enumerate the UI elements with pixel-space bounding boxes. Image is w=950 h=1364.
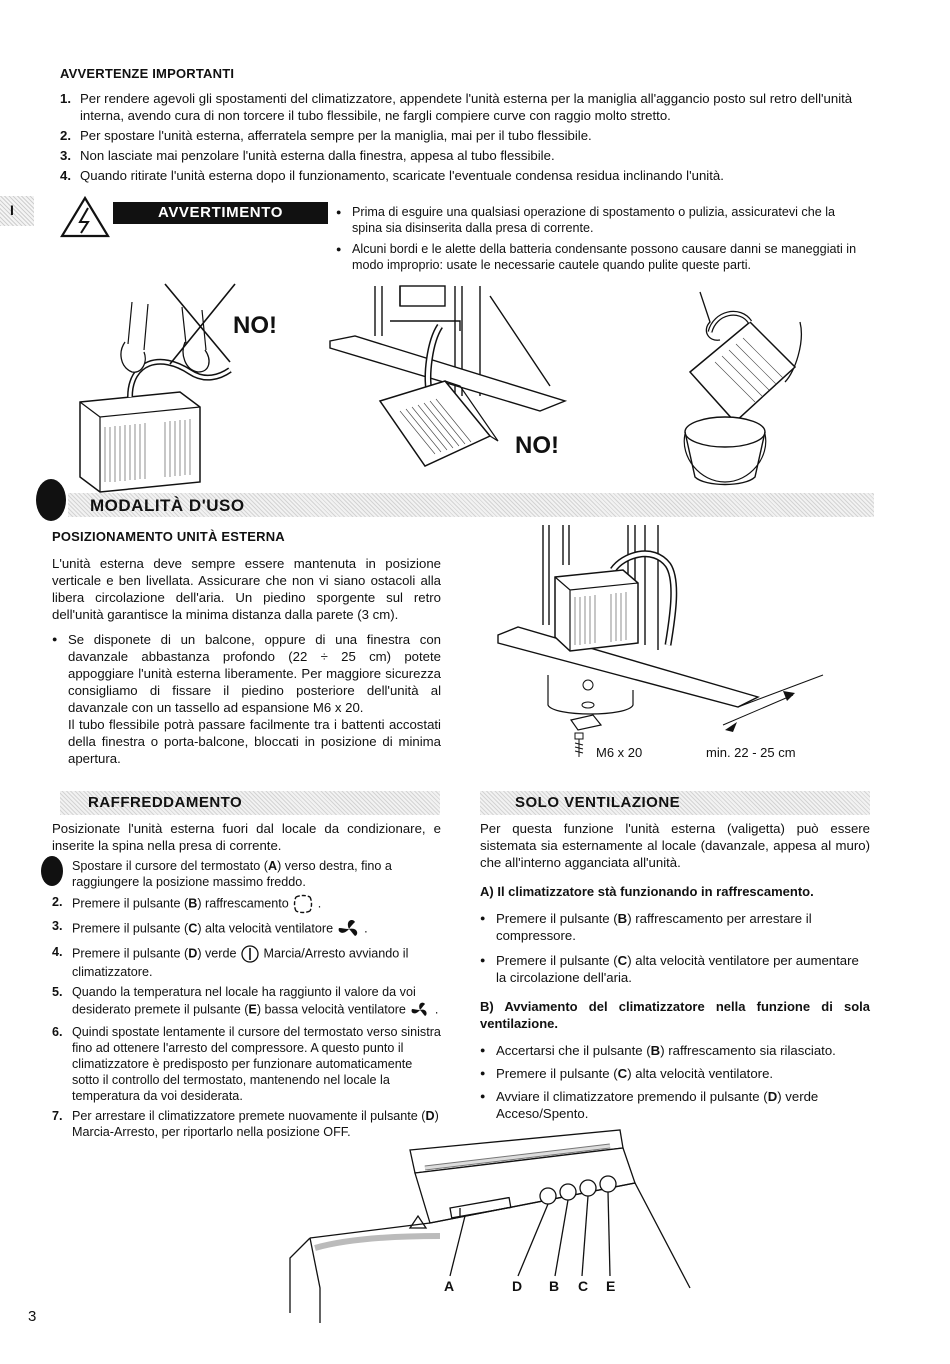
panel-label-e: E bbox=[606, 1278, 616, 1294]
avvertimento-label: AVVERTIMENTO bbox=[113, 202, 328, 224]
illustration-lifting-by-hose bbox=[70, 282, 240, 497]
list-item: 5. Quando la temperatura nel locale ha raggiunto il valore da voi desiderato premete il pulsante (E) bassa velocità ventilatore . bbox=[52, 984, 441, 1020]
ventilazione-title: SOLO VENTILAZIONE bbox=[515, 794, 681, 811]
list-item: ● Premere il pulsante (C) alta velocità ventilatore per aumentare la circolazione dell'aria. bbox=[480, 952, 868, 986]
list-item: ● Premere il pulsante (B) raffrescamento per arrestare il compressore. bbox=[480, 910, 868, 944]
posizionamento-subtitle: POSIZIONAMENTO UNITÀ ESTERNA bbox=[52, 529, 285, 544]
list-item: 4. Quando ritirate l'unità esterna dopo il funzionamento, scaricate l'eventuale condensa residua inclinando l'unità. bbox=[60, 168, 724, 183]
raffreddamento-steps bbox=[52, 858, 441, 1140]
language-tab: I bbox=[0, 196, 34, 226]
electric-warning-icon bbox=[60, 196, 110, 238]
list-item: ● Se disponete di un balcone, oppure di una finestra con davanzale abbastanza profondo (22 ÷ 25 cm) potete appoggiare l'unità esterna liberamente. Per maggiore sicurezza consigliamo di fissare il piedino posteriore dell'unità al davanzale con un tassello ad espansione M6 x 20. Il tubo flessibile potrà passare facilmente tra i battenti accostati della finestra o porta-balcone, bloccati in posizione di minima apertura. bbox=[52, 631, 441, 767]
ventilazione-sub-a: A) Il climatizzatore stà funzionando in raffrescamento. bbox=[480, 884, 814, 899]
no-label-2: NO! bbox=[515, 432, 559, 459]
list-item: ● Alcuni bordi e le alette della batteria condensante possono causare danni se maneggiati in modo improprio: usate le necessarie cautele quando pulite queste parti. bbox=[336, 241, 866, 273]
list-item: Spostare il cursore del termostato (A) verso destra, fino a raggiungere la posizione massimo freddo. bbox=[72, 859, 392, 889]
fan-high-icon bbox=[337, 918, 361, 940]
list-item: 7. Per arrestare il climatizzatore premete nuovamente il pulsante (D) Marcia-Arresto, per riportarlo nella posizione OFF. bbox=[52, 1109, 439, 1139]
panel-label-a: A bbox=[444, 1278, 455, 1294]
illustration-control-panel bbox=[290, 1128, 695, 1328]
list-item: ● Premere il pulsante (C) alta velocità ventilatore. bbox=[480, 1065, 868, 1082]
warnings-title: AVVERTENZE IMPORTANTI bbox=[60, 66, 235, 81]
warnings-list bbox=[60, 90, 860, 184]
fan-low-icon bbox=[409, 1000, 431, 1020]
illustration-unit-on-sill bbox=[493, 525, 833, 765]
section-dot bbox=[35, 478, 67, 522]
list-item: 3. Premere il pulsante (C) alta velocità ventilatore . bbox=[52, 918, 441, 940]
figure-label-m6: M6 x 20 bbox=[596, 745, 643, 760]
list-item: 3. Non lasciate mai penzolare l'unità esterna dalla finestra, appesa al tubo flessibile. bbox=[60, 148, 555, 163]
raffreddamento-intro: Posizionate l'unità esterna fuori dal locale da condizionare, e inserite la spina nella presa di corrente. bbox=[52, 821, 441, 853]
no-label-1: NO! bbox=[233, 312, 277, 339]
panel-label-c: C bbox=[578, 1278, 589, 1294]
list-item: ● Accertarsi che il pulsante (B) raffrescamento sia rilasciato. bbox=[480, 1042, 868, 1059]
raffreddamento-title: RAFFREDDAMENTO bbox=[88, 794, 243, 811]
list-item: 6. Quindi spostate lentamente il cursore del termostato verso sinistra fino ad ottenere l'arresto del compressore. A questo punto il climatizzatore è predisposto per funzionare automaticamente sotto il controllo del termostato, mantenendo nel locale la temperatura da voi desiderata. bbox=[52, 1025, 441, 1103]
posizionamento-paragraph: L'unità esterna deve sempre essere mantenuta in posizione verticale e ben livellata. Assicurare che non vi siano ostacoli alla libera circolazione dell'aria. Un piedino sporgente sul retro dell'unità garantisce la minima distanza dalla parete (3 cm). bbox=[52, 556, 441, 622]
modalita-title: MODALITÀ D'USO bbox=[90, 496, 245, 515]
panel-label-d: D bbox=[512, 1278, 523, 1294]
snowflake-icon bbox=[292, 894, 314, 914]
power-icon bbox=[240, 944, 260, 964]
panel-label-b: B bbox=[549, 1278, 560, 1294]
avvertimento-bullets bbox=[336, 204, 866, 278]
list-item: 1. Per rendere agevoli gli spostamenti del climatizzatore, appendete l'unità esterna per la maniglia all'aggancio posto sul retro dell'unità interna, avendo cura di non torcere il tubo flessibile, ne fargli compiere curve con raggio molto stretto. bbox=[60, 91, 853, 123]
posizionamento-bullets bbox=[52, 631, 441, 767]
page-number: 3 bbox=[28, 1308, 37, 1325]
list-item: 4. Premere il pulsante (D) verde Marcia/Arresto avviando il climatizzatore. bbox=[52, 945, 409, 979]
ventilazione-intro: Per questa funzione l'unità esterna (valigetta) può essere sistemata sia esternamente al locale (davanzale, appesa al muro) che all'interno agganciata all'unità. bbox=[480, 821, 870, 870]
list-item: ● Prima di esguire una qualsiasi operazione di spostamento o pulizia, assicuratevi che la spina sia disinserita dalla presa di corrente. bbox=[336, 204, 866, 236]
illustration-draining-condensate bbox=[680, 282, 830, 492]
list-item: 2. Premere il pulsante (B) raffrescamento . bbox=[52, 894, 441, 914]
ventilazione-b-bullets bbox=[480, 1042, 868, 1127]
ventilazione-sub-b: B) Avviamento del climatizzatore nella funzione di sola ventilazione. bbox=[480, 999, 870, 1031]
ventilazione-a-bullets bbox=[480, 910, 868, 991]
figure-label-min-distance: min. 22 - 25 cm bbox=[706, 745, 796, 760]
list-item: ● Avviare il climatizzatore premendo il pulsante (D) verde Acceso/Spento. bbox=[480, 1088, 868, 1122]
list-item: 2. Per spostare l'unità esterna, afferratela sempre per la maniglia, mai per il tubo flessibile. bbox=[60, 128, 592, 143]
